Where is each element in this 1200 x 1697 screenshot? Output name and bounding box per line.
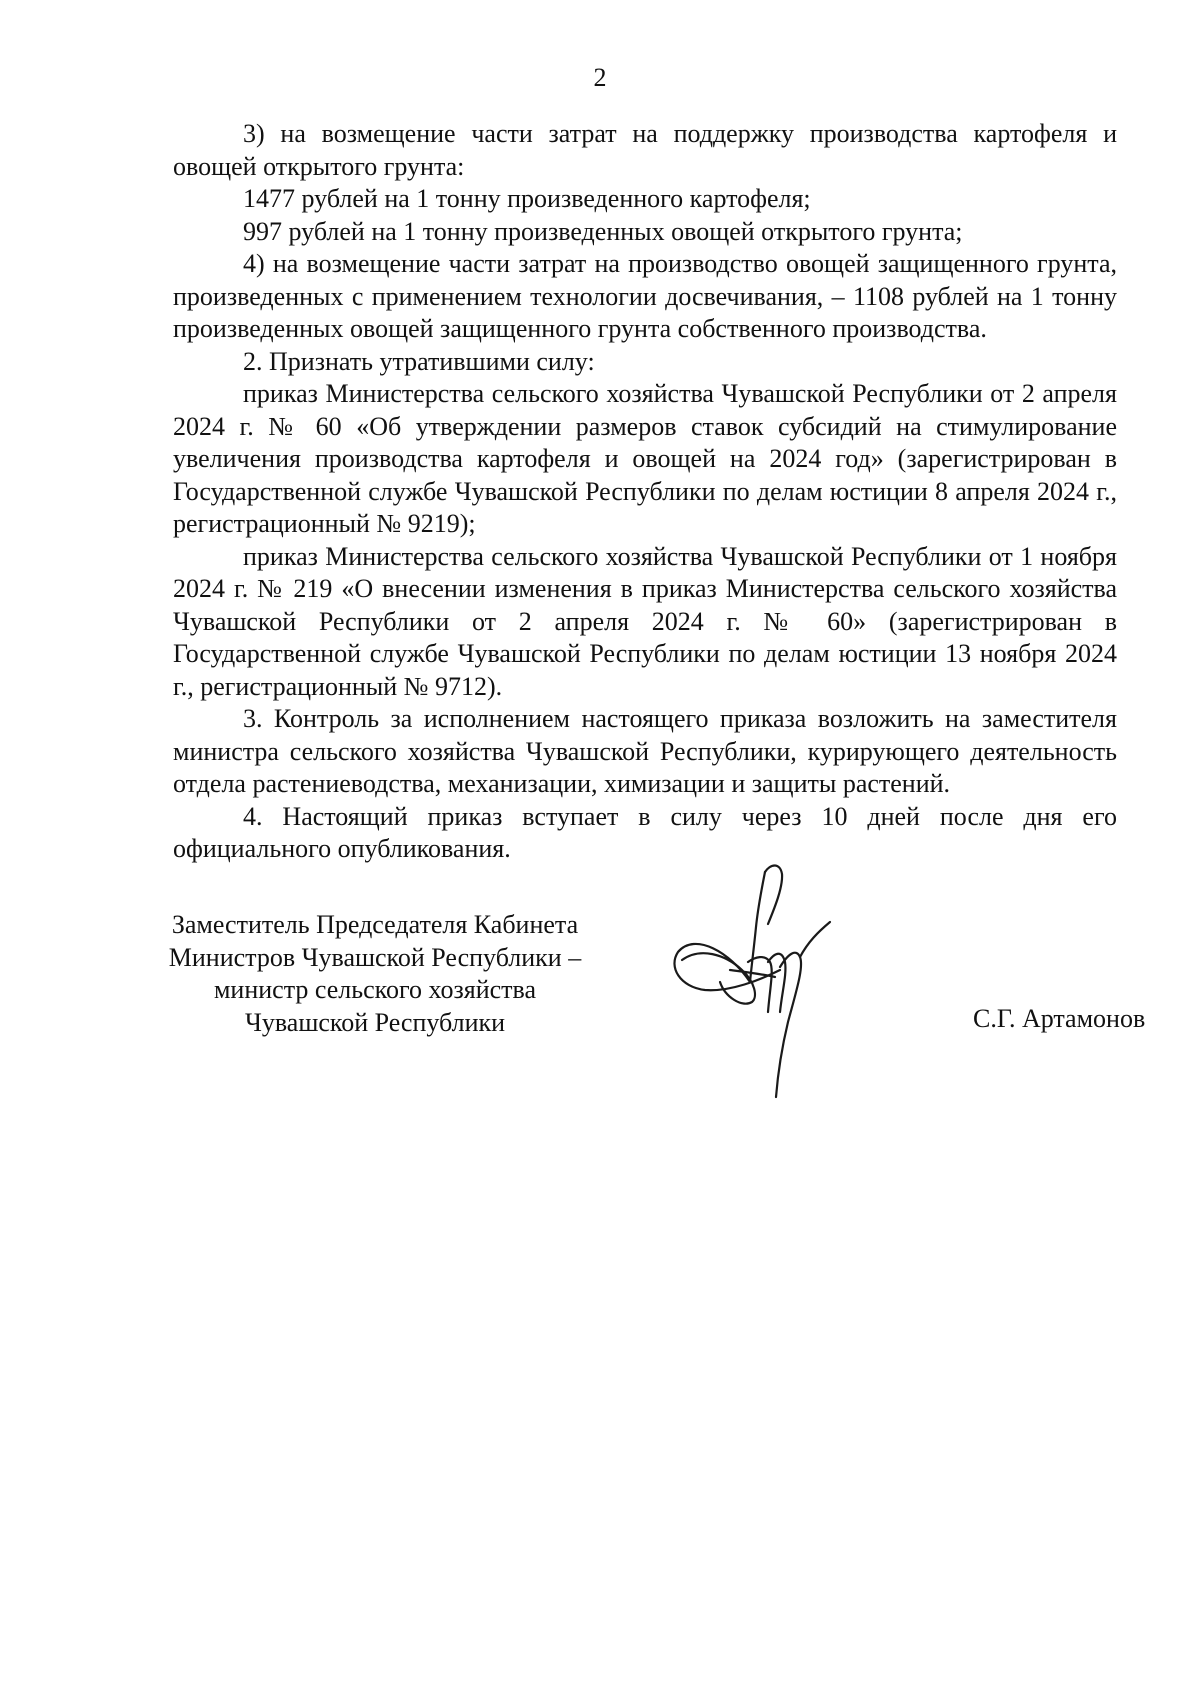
signatory-position-line: Чувашской Республики bbox=[244, 1007, 506, 1037]
paragraph-clause-2-repeal: 2. Признать утратившими силу: bbox=[243, 346, 595, 376]
paragraph-item-3-potato-vegetables: 3) на возмещение части затрат на поддержку производства картофеля и овощей открытого грунта: bbox=[173, 119, 1117, 181]
paragraph-potato-rate: 1477 рублей на 1 тонну произведенного картофеля; bbox=[243, 184, 811, 213]
page-number: 2 bbox=[593, 63, 607, 92]
signatory-position-line: Заместитель Председателя Кабинета bbox=[171, 910, 579, 939]
paragraph-vegetable-rate: 997 рублей на 1 тонну произведенных овощей открытого грунта; bbox=[243, 216, 963, 246]
paragraph-repealed-order-60: приказ Министерства сельского хозяйства Чувашской Республики от 2 апреля 2024 г. № 60 «Об утверждении размеров ставок субсидий на стимулирование увеличения производства картофеля и овощей на 2024 год» (зарегистрирован в Государственной службе Чувашской Республики по делам юстиции 8 апреля 2024 г., регистрационный № 9219); bbox=[173, 379, 1117, 538]
paragraph-repealed-order-219: приказ Министерства сельского хозяйства Чувашской Республики от 1 ноября 2024 г. № 219 «О внесении изменения в приказ Министерства сельского хозяйства Чувашской Республики от 2 апреля 2024 г. № 60» (зарегистрирован в Государственной службе Чувашской Республики по делам юстиции 13 ноября 2024 г., регистрационный № 9712). bbox=[173, 541, 1117, 701]
signatory-position-line: Министров Чувашской Республики – bbox=[168, 942, 582, 972]
signatory-position-line: министр сельского хозяйства bbox=[213, 975, 537, 1004]
signatory-position bbox=[150, 909, 600, 1039]
paragraph-clause-4-effective: 4. Настоящий приказ вступает в силу через 10 дней после дня его официального опубликования. bbox=[173, 801, 1117, 863]
document-body bbox=[173, 118, 1117, 866]
paragraph-clause-3-control: 3. Контроль за исполнением настоящего приказа возложить на заместителя министра сельского хозяйства Чувашской Республики, курирующего деятельность отдела растениеводства, механизации, химизации и защиты растений. bbox=[173, 704, 1117, 798]
handwritten-signature bbox=[670, 862, 870, 1102]
paragraph-item-4-greenhouse: 4) на возмещение части затрат на производство овощей защищенного грунта, произведенных с применением технологии досвечивания, – 1108 рублей на 1 тонну произведенных овощей защищенного грунта собственного производства. bbox=[173, 249, 1117, 343]
signatory-name: С.Г. Артамонов bbox=[973, 1004, 1146, 1033]
